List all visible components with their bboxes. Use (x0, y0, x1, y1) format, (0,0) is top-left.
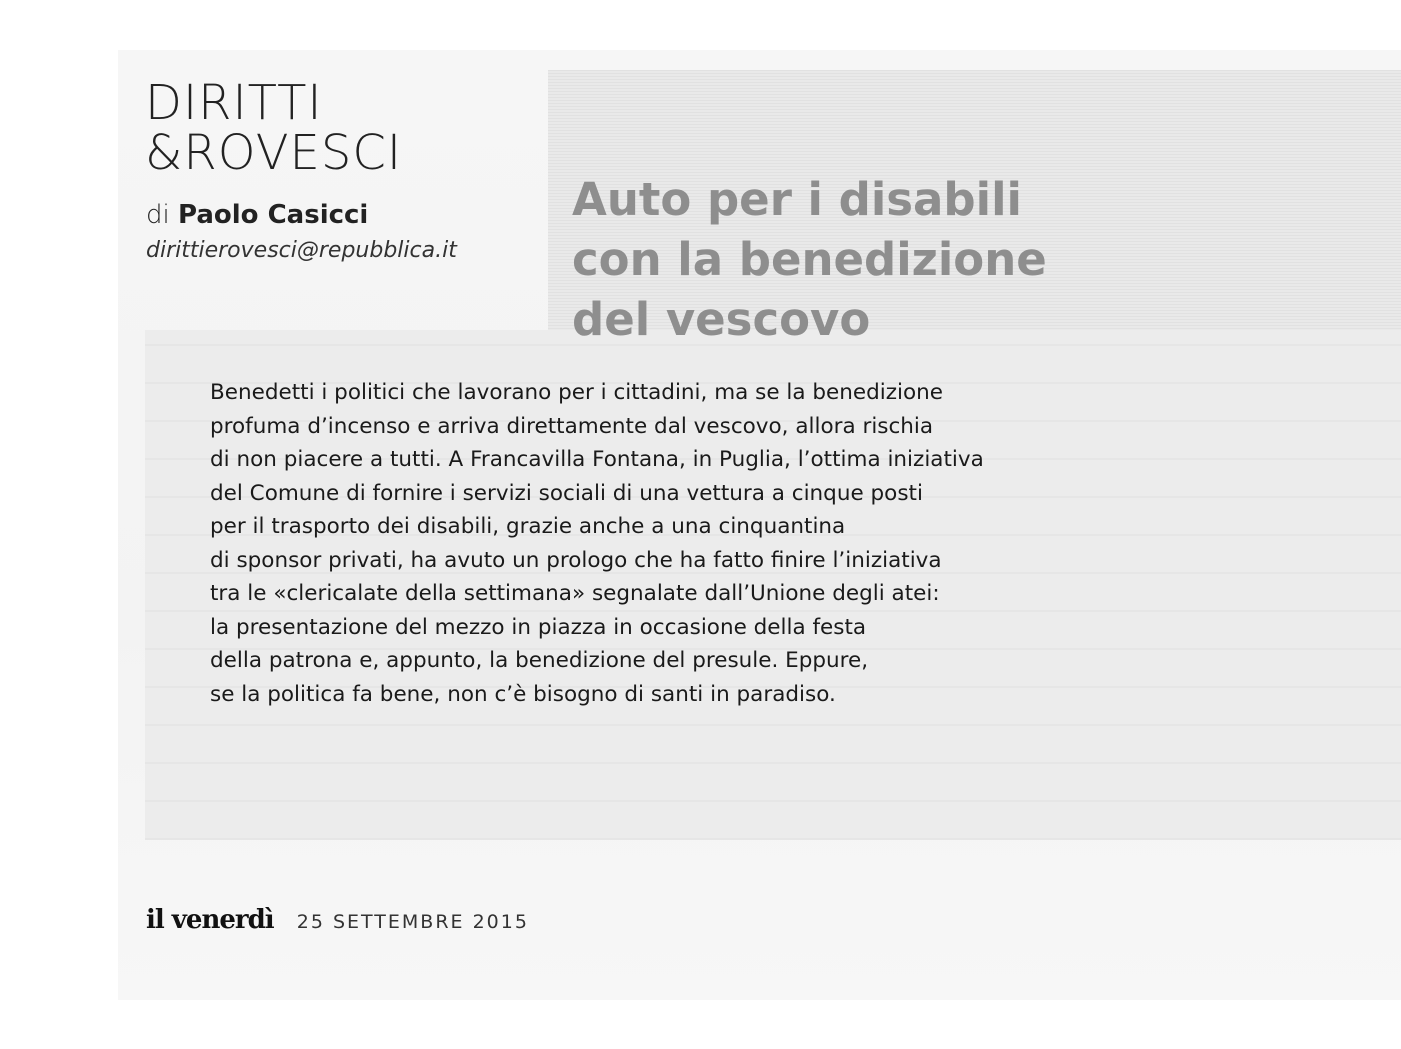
body-line: di non piacere a tutti. A Francavilla Fontana, in Puglia, l’ottima iniziativa (210, 447, 984, 472)
body-line: tra le «clericalate della settimana» segnalate dall’Unione degli atei: (210, 581, 940, 606)
byline (146, 200, 368, 230)
body-line: della patrona e, appunto, la benedizione del presule. Eppure, (210, 648, 869, 673)
publication-logo: il venerdì (146, 905, 274, 935)
issue-date: 25 SETTEMBRE 2015 (296, 911, 529, 933)
body-line: di sponsor privati, ha avuto un prologo che ha fatto finire l’iniziativa (210, 547, 942, 573)
author-name: Paolo Casicci (178, 200, 369, 230)
author-email: dirittierovesci@repubblica.it (146, 238, 457, 263)
headline-line: Auto per i disabili (572, 173, 1022, 226)
body-line: del Comune di fornire i servizi sociali di una vettura a cinque posti (210, 480, 923, 506)
body-line: la presentazione del mezzo in piazza in occasione della festa (210, 614, 867, 640)
article-headline (572, 170, 1047, 350)
column-title (145, 75, 403, 181)
body-line: per il trasporto dei disabili, grazie anche a una cinquantina (210, 514, 846, 539)
body-line: profuma d’incenso e arriva direttamente dal vescovo, allora rischia (210, 413, 934, 439)
column-title-line-1: DIRITTI (145, 75, 323, 131)
page-footer (146, 905, 529, 935)
body-line: Benedetti i politici che lavorano per i cittadini, ma se la benedizione (210, 380, 944, 405)
article-body (210, 376, 984, 711)
byline-prefix: di (146, 200, 170, 230)
column-title-line-2: &ROVESCI (145, 125, 403, 181)
body-line: se la politica fa bene, non c’è bisogno di santi in paradiso. (210, 681, 836, 707)
headline-line: con la benedizione (572, 233, 1047, 286)
headline-line: del vescovo (572, 293, 871, 346)
